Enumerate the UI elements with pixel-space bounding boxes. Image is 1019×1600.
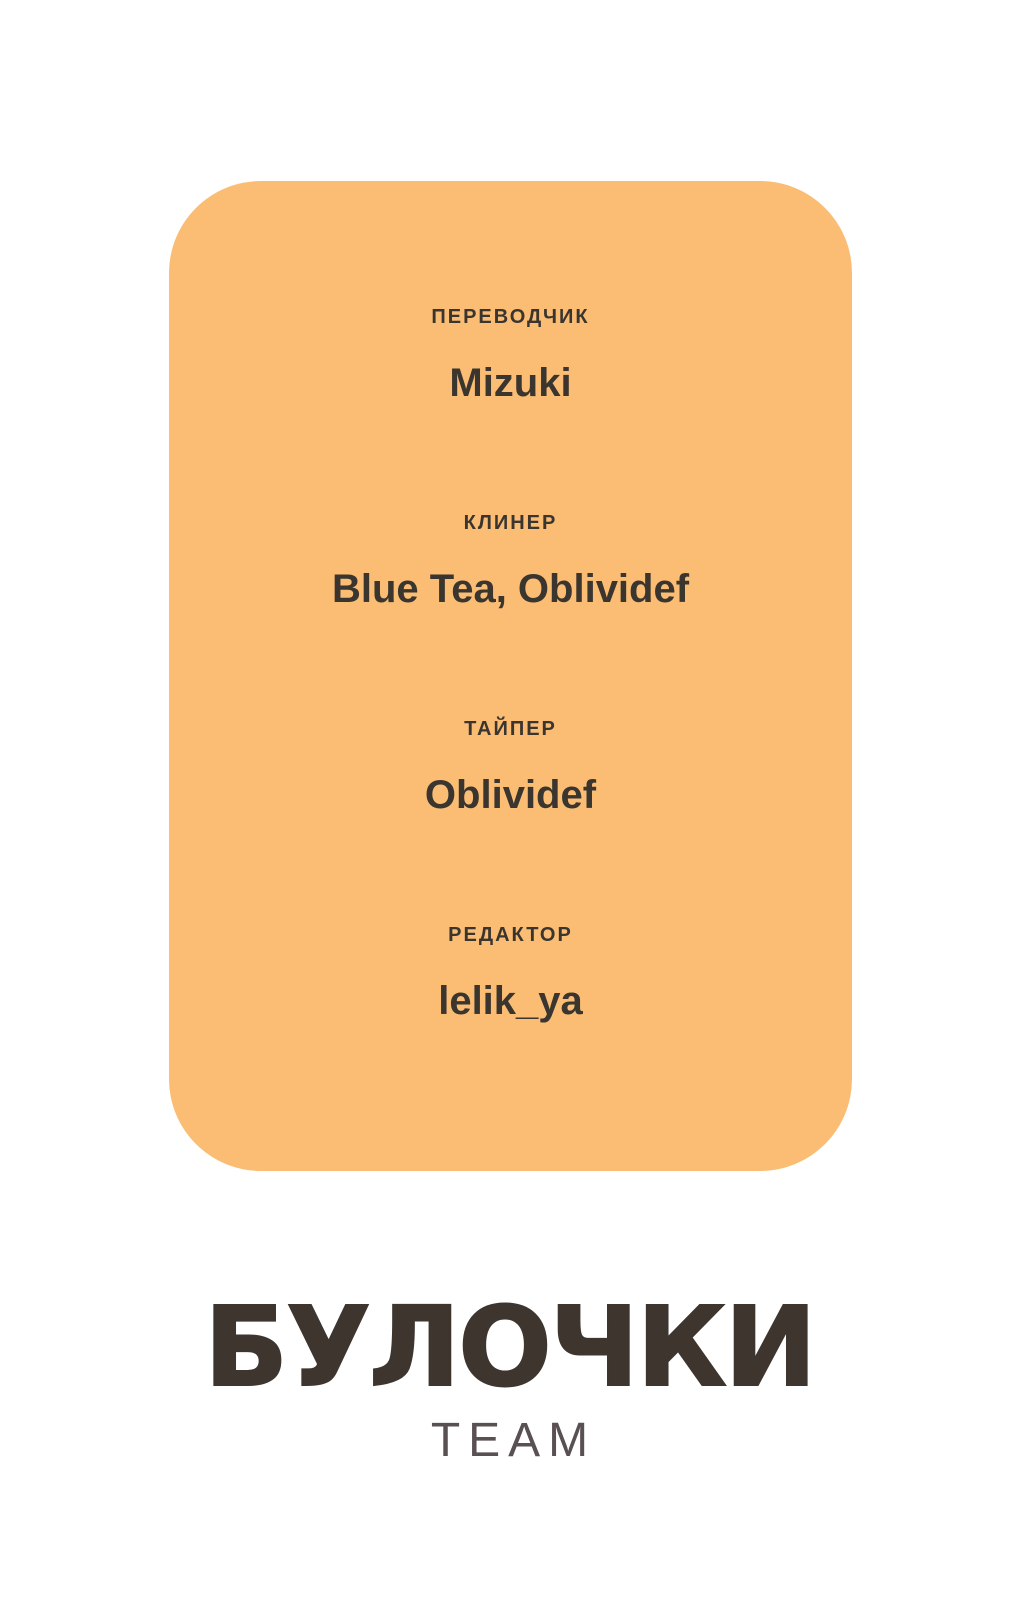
role-label-typesetter: ТАЙПЕР [464, 718, 557, 740]
credit-section-editor [438, 925, 583, 1021]
role-label-cleaner: КЛИНЕР [463, 512, 558, 534]
credit-section-translator [431, 307, 589, 403]
team-word: TEAM [430, 1414, 597, 1467]
role-name-editor: lelik_ya [438, 979, 583, 1023]
credit-section-cleaner [332, 513, 689, 609]
role-name-translator: Mizuki [449, 361, 572, 405]
role-name-typesetter: Oblividef [424, 773, 597, 817]
role-label-translator: ПЕРЕВОДЧИК [431, 306, 590, 328]
credit-section-typesetter [425, 719, 596, 815]
role-label-editor: РЕДАКТОР [448, 924, 573, 946]
team-name: БУЛОЧКИ [204, 1283, 815, 1411]
credits-card [169, 181, 852, 1171]
role-name-cleaner: Blue Tea, Oblividef [331, 567, 690, 611]
